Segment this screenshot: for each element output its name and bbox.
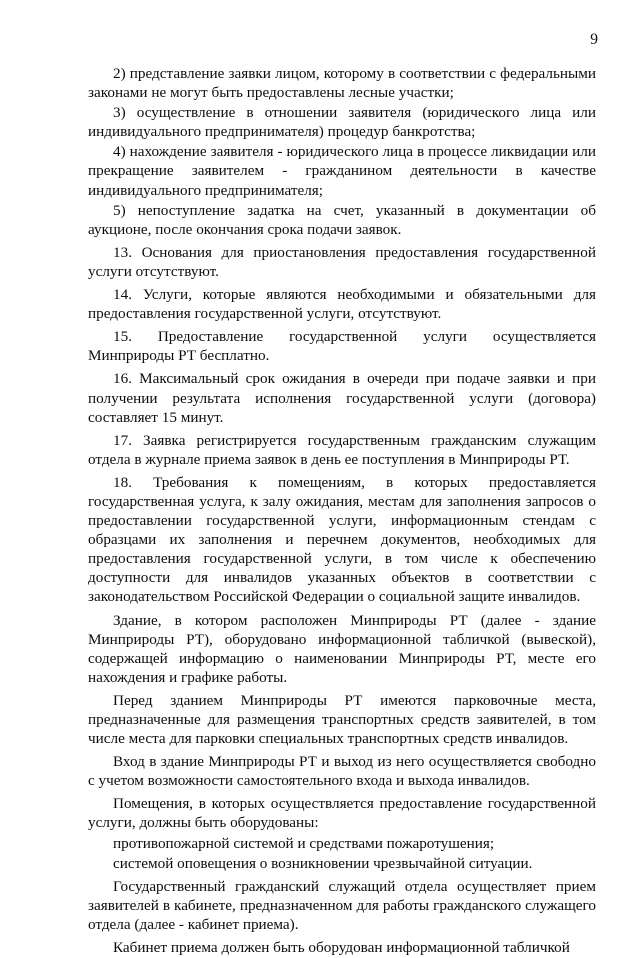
page-number: 9 — [590, 31, 598, 48]
paragraph-15: 15. Предоставление государственной услуги осуществляется Минприроды РТ бесплатно. — [88, 328, 596, 365]
paragraph-16: 16. Максимальный срок ожидания в очереди при подаче заявки и при получении результата исполнения государственной услуги (договора) составляет 15 минут. — [88, 370, 596, 426]
paragraph-building: Здание, в котором расположен Минприроды РТ (далее - здание Минприроды РТ), оборудовано информационной табличкой (вывеской), содержащей информацию о наименовании Минприроды РТ, месте его нахождения и графике работы. — [88, 611, 596, 686]
paragraph-17: 17. Заявка регистрируется государственным гражданским служащим отдела в журнале приема заявок в день ее поступления в Минприроды РТ. — [88, 431, 596, 468]
document-body — [88, 64, 596, 958]
paragraph-office-sign: Кабинет приема должен быть оборудован информационной табличкой — [113, 939, 570, 957]
paragraph-fire-system: противопожарной системой и средствами пожаротушения; — [113, 834, 495, 852]
paragraph-13: 13. Основания для приостановления предоставления государственной услуги отсутствуют. — [88, 243, 596, 280]
paragraph-parking: Перед зданием Минприроды РТ имеются парковочные места, предназначенные для размещения транспортных средств заявителей, в том числе места для парковки специальных транспортных средств инвалидов. — [88, 691, 596, 748]
paragraph-18: 18. Требования к помещениям, в которых предоставляется государственная услуга, к залу ожидания, местам для заполнения запросов о предоставлении государственной услуги, информационным стендам с образцами их заполнения и перечнем документов, необходимых для предоставления государственной услуги, в том числе к обеспечению доступности для инвалидов указанных объектов в соответствии с законодательством Российской Федерации о социальной защите инвалидов. — [88, 473, 596, 606]
paragraph-item-3: 3) осуществление в отношении заявителя (юридического лица или индивидуального предпринимателя) процедур банкротства; — [88, 104, 596, 141]
paragraph-entrance: Вход в здание Минприроды РТ и выход из него осуществляется свободно с учетом возможности самостоятельного входа и выхода инвалидов. — [88, 753, 596, 790]
paragraph-item-4: 4) нахождение заявителя - юридического лица в процессе ликвидации или прекращение заявителем - гражданином деятельности в качестве индивидуального предпринимателя; — [88, 143, 596, 199]
paragraph-item-5: 5) непоступление задатка на счет, указанный в документации об аукционе, после окончания срока подачи заявок. — [88, 201, 596, 238]
paragraph-premises: Помещения, в которых осуществляется предоставление государственной услуги, должны быть оборудованы: — [88, 795, 596, 832]
paragraph-item-2: 2) представление заявки лицом, которому в соответствии с федеральными законами не могут быть предоставлены лесные участки; — [88, 65, 596, 102]
paragraph-14: 14. Услуги, которые являются необходимыми и обязательными для предоставления государственной услуги, отсутствуют. — [88, 286, 596, 323]
paragraph-alert-system: системой оповещения о возникновении чрезвычайной ситуации. — [113, 854, 533, 872]
paragraph-reception-office: Государственный гражданский служащий отдела осуществляет прием заявителей в кабинете, предназначенном для работы гражданского служащего отдела (далее - кабинет приема). — [88, 877, 596, 933]
